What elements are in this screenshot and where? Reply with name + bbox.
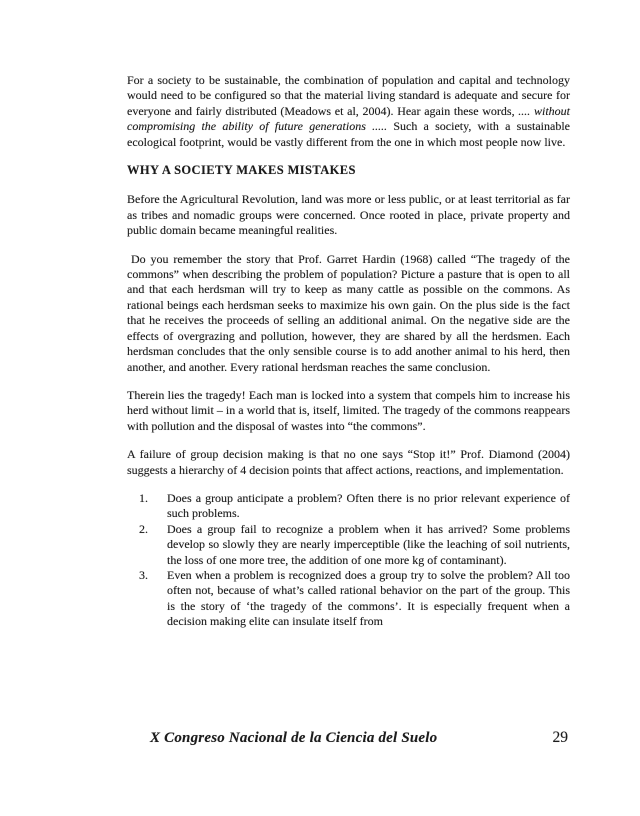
decision-points-list	[127, 491, 570, 630]
list-item-text: Does a group fail to recognize a problem when it has arrived? Some problems develop so slowly they are nearly imperceptible (like the leaching of soil nutrients, the loss of one more tree, the addition of one more kg of contaminant).	[167, 521, 570, 567]
paragraph-sustainable-society	[127, 73, 570, 150]
paragraph-text: For a society to be sustainable, the combination of population and capital and technology would need to be configured so that the material living standard is adequate and secure for everyone and fairly distributed (Meadows et al, 2004). Hear again these words,	[127, 73, 570, 118]
list-item-text: Does a group anticipate a problem? Often there is no prior relevant experience of such problems.	[167, 490, 570, 521]
page-number: 29	[552, 729, 568, 746]
list-item-1	[127, 491, 570, 522]
list-item-number: 1.	[139, 490, 148, 505]
italic-quote: .... without compromising the ability of future generations .....	[127, 103, 571, 134]
page-content	[127, 73, 570, 630]
paragraph-agricultural-revolution: Before the Agricultural Revolution, land was more or less public, or at least territorial as far as tribes and nomadic groups were concerned. Once rooted in place, private property and public domain became meaningful realities.	[127, 192, 570, 238]
paragraph-tragedy-of-commons: Do you remember the story that Prof. Garret Hardin (1968) called “The tragedy of the commons” when describing the problem of population? Picture a pasture that is open to all and that each herdsman will try to keep as many cattle as possible on the commons. As rational beings each herdsman seeks to maximize his own gain. On the plus side is the fact that he receives the proceeds of selling an additional animal. On the negative side are the effects of overgrazing and pollution, however, they are shared by all the herdsmen. Each herdsman concludes that the only sensible course is to add another animal to his herd, then another, and another. Every rational herdsman reaches the same conclusion.	[127, 251, 570, 374]
list-item-text: Even when a problem is recognized does a group try to solve the problem? All too often not, because of what’s called rational behavior on the part of the group. This is the story of ‘the tragedy of the commons’. It is especially frequent when a decision making elite can insulate itself from	[167, 567, 570, 629]
footer-title: X Congreso Nacional de la Ciencia del Suelo	[150, 730, 438, 746]
list-item-2	[127, 522, 570, 568]
paragraph-group-decision-failure: A failure of group decision making is that no one says “Stop it!” Prof. Diamond (2004) suggests a hierarchy of 4 decision points that affect actions, reactions, and implementation.	[127, 447, 570, 477]
list-item-number: 3.	[139, 567, 148, 582]
paragraph-text: Such a society, with a sustainable ecological footprint, would be vastly different from the one in which most people now live.	[127, 119, 570, 149]
paragraph-therein-lies-tragedy: Therein lies the tragedy! Each man is locked into a system that compels him to increase his herd without limit – in a world that is, itself, limited. The tragedy of the commons reappears with pollution and the disposal of wastes into “the commons”.	[127, 387, 570, 433]
section-heading: WHY A SOCIETY MAKES MISTAKES	[127, 163, 356, 178]
page-footer	[150, 729, 568, 747]
list-item-3	[127, 568, 570, 630]
list-item-number: 2.	[139, 521, 148, 536]
